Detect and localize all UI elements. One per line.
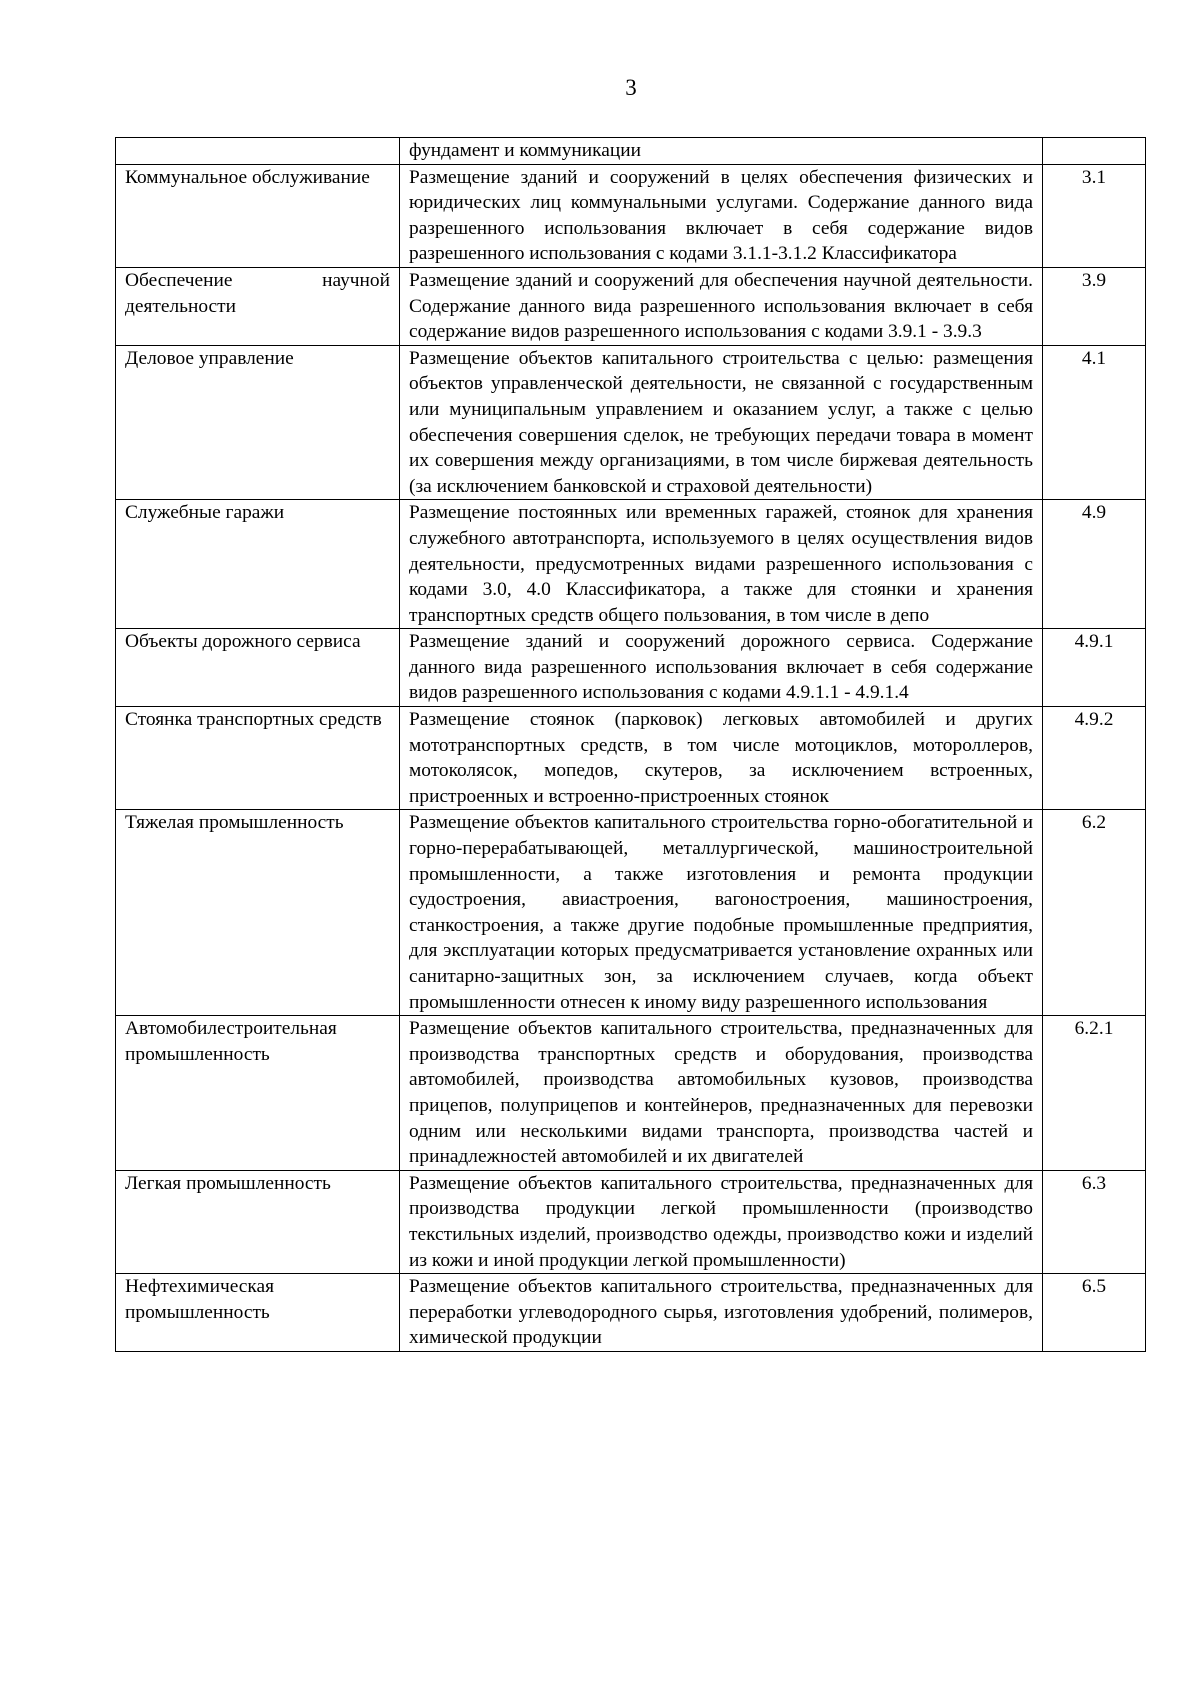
use-type-name: Автомобилестроительная промышленность [116,1016,400,1171]
page-number: 3 [625,75,637,100]
use-type-description: Размещение объектов капитального строительства с целью: размещения объектов управленческой деятельности, не связанной с государственным или муниципальным управлением и оказанием услуг, а также с целью обеспечения совершения сделок, не требующих передачи товара в момент их совершения между организациями, в том числе биржевая деятельность (за исключением банковской и страховой деятельности) [400,345,1043,500]
use-type-code: 6.3 [1043,1170,1146,1273]
use-type-description: Размещение стоянок (парковок) легковых автомобилей и других мототранспортных средств, в том числе мотоциклов, мотороллеров, мотоколясок, мопедов, скутеров, за исключением встроенных, пристроенных и встроенно-пристроенных стоянок [400,707,1043,810]
use-type-code: 3.9 [1043,267,1146,345]
use-type-description: Размещение объектов капитального строительства, предназначенных для переработки углеводородного сырья, изготовления удобрений, полимеров, химической продукции [400,1274,1043,1352]
use-type-description: фундамент и коммуникации [400,138,1043,165]
table-row [116,267,1146,345]
use-type-description: Размещение зданий и сооружений дорожного сервиса. Содержание данного вида разрешенного использования включает в себя содержание видов разрешенного использования с кодами 4.9.1.1 - 4.9.1.4 [400,629,1043,707]
use-type-name [116,138,400,165]
use-type-name: Служебные гаражи [116,500,400,629]
table-row [116,707,1146,810]
use-type-code: 4.9 [1043,500,1146,629]
table-row [116,164,1146,267]
use-type-description: Размещение зданий и сооружений для обеспечения научной деятельности. Содержание данного вида разрешенного использования включает в себя содержание видов разрешенного использования с кодами 3.9.1 - 3.9.3 [400,267,1043,345]
use-type-code: 4.9.1 [1043,629,1146,707]
use-type-code: 6.2 [1043,810,1146,1016]
table-row [116,629,1146,707]
use-type-description: Размещение зданий и сооружений в целях обеспечения физических и юридических лиц коммунальными услугами. Содержание данного вида разрешенного использования включает в себя содержание видов разрешенного использования с кодами 3.1.1-3.1.2 Классификатора [400,164,1043,267]
table-row [116,810,1146,1016]
use-type-name: Коммунальное обслуживание [116,164,400,267]
table-row [116,345,1146,500]
use-type-name: Нефтехимическая промышленность [116,1274,400,1352]
use-type-code: 4.1 [1043,345,1146,500]
use-type-description: Размещение объектов капитального строительства, предназначенных для производства транспортных средств и оборудования, производства автомобилей, производства автомобильных кузовов, производства прицепов, полуприцепов и контейнеров, предназначенных для перевозки одним или несколькими видами транспорта, производства частей и принадлежностей автомобилей и их двигателей [400,1016,1043,1171]
table-row [116,500,1146,629]
use-type-description: Размещение объектов капитального строительства горно-обогатительной и горно-перерабатывающей, металлургической, машиностроительной промышленности, а также изготовления и ремонта продукции судостроения, авиастроения, вагоностроения, машиностроения, станкостроения, а также другие подобные промышленные предприятия, для эксплуатации которых предусматривается установление охранных или санитарно-защитных зон, за исключением случаев, когда объект промышленности отнесен к иному виду разрешенного использования [400,810,1043,1016]
use-type-code: 4.9.2 [1043,707,1146,810]
use-type-code: 3.1 [1043,164,1146,267]
use-type-name: Обеспечение научной деятельности [116,267,400,345]
use-type-name: Объекты дорожного сервиса [116,629,400,707]
land-use-table [115,137,1146,1352]
table-row [116,138,1146,165]
use-type-code: 6.5 [1043,1274,1146,1352]
use-type-name: Тяжелая промышленность [116,810,400,1016]
use-type-code: 6.2.1 [1043,1016,1146,1171]
table-row [116,1170,1146,1273]
use-type-name: Легкая промышленность [116,1170,400,1273]
use-type-description: Размещение постоянных или временных гаражей, стоянок для хранения служебного автотранспорта, используемого в целях осуществления видов деятельности, предусмотренных видами разрешенного использования с кодами 3.0, 4.0 Классификатора, а также для стоянки и хранения транспортных средств общего пользования, в том числе в депо [400,500,1043,629]
use-type-code [1043,138,1146,165]
table-row [116,1016,1146,1171]
use-type-description: Размещение объектов капитального строительства, предназначенных для производства продукции легкой промышленности (производство текстильных изделий, производство одежды, производство кожи и изделий из кожи и иной продукции легкой промышленности) [400,1170,1043,1273]
use-type-name: Стоянка транспортных средств [116,707,400,810]
use-type-name: Деловое управление [116,345,400,500]
table-row [116,1274,1146,1352]
